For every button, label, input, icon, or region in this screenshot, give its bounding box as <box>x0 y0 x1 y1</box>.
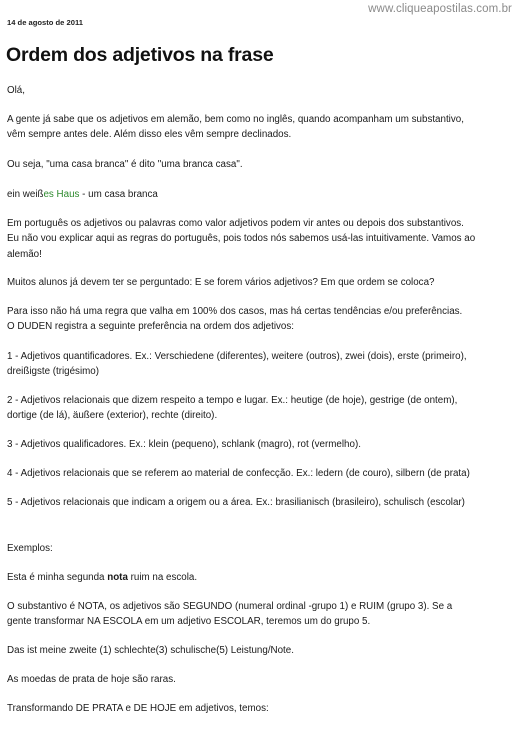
order-list-item: 2 - Adjetivos relacionais que dizem respeito a tempo e lugar. Ex.: heutige (de hoje), gestrige (de ontem), dortige (de lá), äußere (exterior), rechte (direito). <box>7 395 458 422</box>
portuguese-note-paragraph: Em português os adjetivos ou palavras como valor adjetivos podem vir antes ou depois dos substantivos. Eu não vou explicar aqui as regras do português, pois todos nós sabemos usá-las intuitivamente. Vamos ao alemão! <box>7 218 476 260</box>
transform-sentence: Transformando DE PRATA e DE HOJE em adjetivos, temos: <box>7 703 269 714</box>
question-paragraph: Muitos alunos já devem ter se perguntado: E se forem vários adjetivos? Em que ordem se coloca? <box>7 277 435 288</box>
examples-heading: Exemplos: <box>7 543 53 554</box>
german-example-line: ein weißes Haus - um casa branca <box>7 189 158 200</box>
watermark: www.cliqueapostilas.com.br <box>368 3 512 15</box>
example-sentence: Esta é minha segunda nota ruim na escola. <box>7 572 198 583</box>
explanation-paragraph: O substantivo é NOTA, os adjetivos são SEGUNDO (numeral ordinal -grupo 1) e RUIM (grupo 3). Se a gente transformar NA ESCOLA em um adjetivo ESCOLAR, teremos um do grupo 5. <box>7 601 453 628</box>
intro-paragraph: A gente já sabe que os adjetivos em alemão, bem como no inglês, quando acompanham um substantivo, vêm sempre antes dele. Além disso eles vêm sempre declinados. <box>7 114 464 141</box>
rule-paragraph: Para isso não há uma regra que valha em 100% dos casos, mas há certas tendências e/ou preferências. O DUDEN registra a seguinte preferência na ordem dos adjetivos: <box>7 306 463 333</box>
intro-example-paragraph: Ou seja, "uma casa branca" é dito "uma branca casa". <box>7 159 243 170</box>
post-date: 14 de agosto de 2011 <box>7 18 83 27</box>
german-sentence: Das ist meine zweite (1) schlechte(3) schulische(5) Leistung/Note. <box>7 645 294 656</box>
page-title: Ordem dos adjetivos na frase <box>6 44 274 66</box>
order-list-item: 3 - Adjetivos qualificadores. Ex.: klein (pequeno), schlank (magro), rot (vermelho). <box>7 439 361 450</box>
coins-sentence: As moedas de prata de hoje são raras. <box>7 674 176 685</box>
order-list-item: 5 - Adjetivos relacionais que indicam a origem ou a área. Ex.: brasilianisch (brasileiro), schulisch (escolar) <box>7 497 465 508</box>
greeting: Olá, <box>7 85 25 96</box>
order-list-item: 1 - Adjetivos quantificadores. Ex.: Verschiedene (diferentes), weitere (outros), zwei (dois), erste (primeiro), dreißigste (trigésimo) <box>7 351 467 378</box>
declension-ending: es Haus <box>43 189 80 200</box>
order-list-item: 4 - Adjetivos relacionais que se referem ao material de confecção. Ex.: ledern (de couro), silbern (de prata) <box>7 468 470 479</box>
highlighted-noun: nota <box>107 572 128 583</box>
